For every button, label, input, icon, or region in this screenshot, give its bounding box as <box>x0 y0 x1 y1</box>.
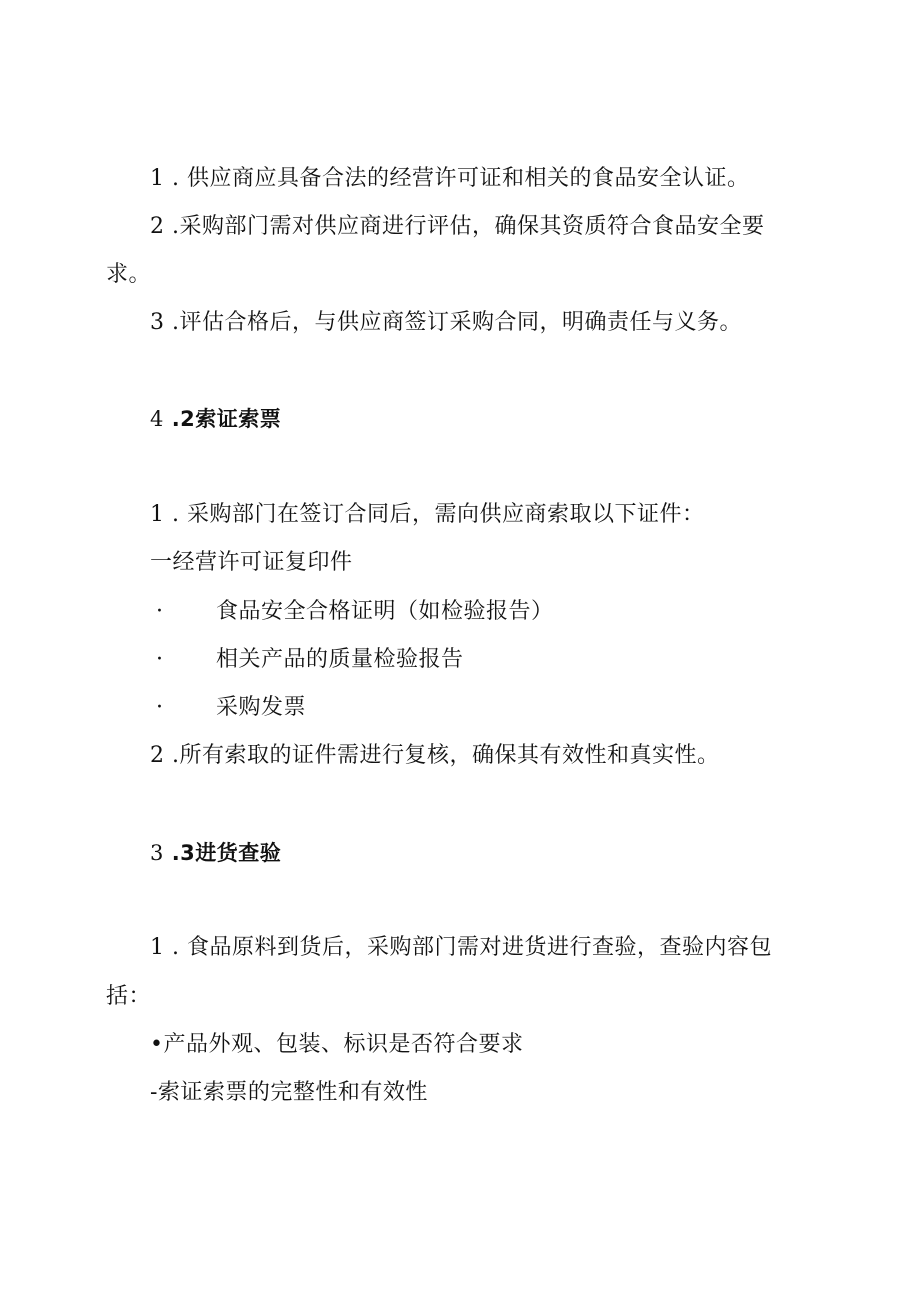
list-item-bullet: 采购发票 <box>216 695 307 720</box>
section-heading-4-2 <box>150 404 281 434</box>
item-text: .所有索取的证件需进行复核，确保其有效性和真实性。 <box>172 743 720 768</box>
bullet-dot-icon: · <box>156 695 163 720</box>
item-text: .评估合格后，与供应商签订采购合同，明确责任与义务。 <box>172 310 742 335</box>
heading-text: .2索证索票 <box>171 407 282 431</box>
heading-number: 4 <box>150 407 164 431</box>
heading-text: .3进货查验 <box>171 841 282 865</box>
item-text: . 食品原料到货后，采购部门需对进货进行查验，查验内容包 <box>172 935 772 960</box>
paragraph-4-2-item-1 <box>150 500 705 530</box>
paragraph-4-2-item-2 <box>150 741 720 771</box>
paragraph-4-3-item-1-continuation: 括： <box>106 984 152 1009</box>
item-number: 3 <box>150 310 165 335</box>
bullet-dot-icon: · <box>156 647 163 672</box>
item-number: 1 <box>150 166 165 191</box>
section-heading-4-3 <box>150 838 281 868</box>
list-item-bullet: 食品安全合格证明（如检验报告） <box>216 599 554 624</box>
item-text: . 采购部门在签订合同后，需向供应商索取以下证件： <box>172 502 705 527</box>
paragraph-4-1-item-2-continuation: 求。 <box>106 262 152 287</box>
item-number: 1 <box>150 935 165 960</box>
item-text: .采购部门需对供应商进行评估，确保其资质符合食品安全要 <box>172 214 765 239</box>
bullet-dot-icon: · <box>156 599 163 624</box>
heading-number: 3 <box>150 841 164 865</box>
list-item: -索证索票的完整性和有效性 <box>150 1080 428 1105</box>
paragraph-4-1-item-3 <box>150 308 742 338</box>
list-item-bullet: 相关产品的质量检验报告 <box>216 647 464 672</box>
item-number: 1 <box>150 502 165 527</box>
paragraph-4-1-item-2 <box>150 212 765 242</box>
item-number: 2 <box>150 743 165 768</box>
list-item-first: 一经营许可证复印件 <box>150 550 353 575</box>
paragraph-4-1-item-1 <box>150 164 750 194</box>
paragraph-4-3-item-1 <box>150 933 772 963</box>
item-text: . 供应商应具备合法的经营许可证和相关的食品安全认证。 <box>172 166 750 191</box>
list-item: •产品外观、包装、标识是否符合要求 <box>150 1032 524 1057</box>
item-number: 2 <box>150 214 165 239</box>
